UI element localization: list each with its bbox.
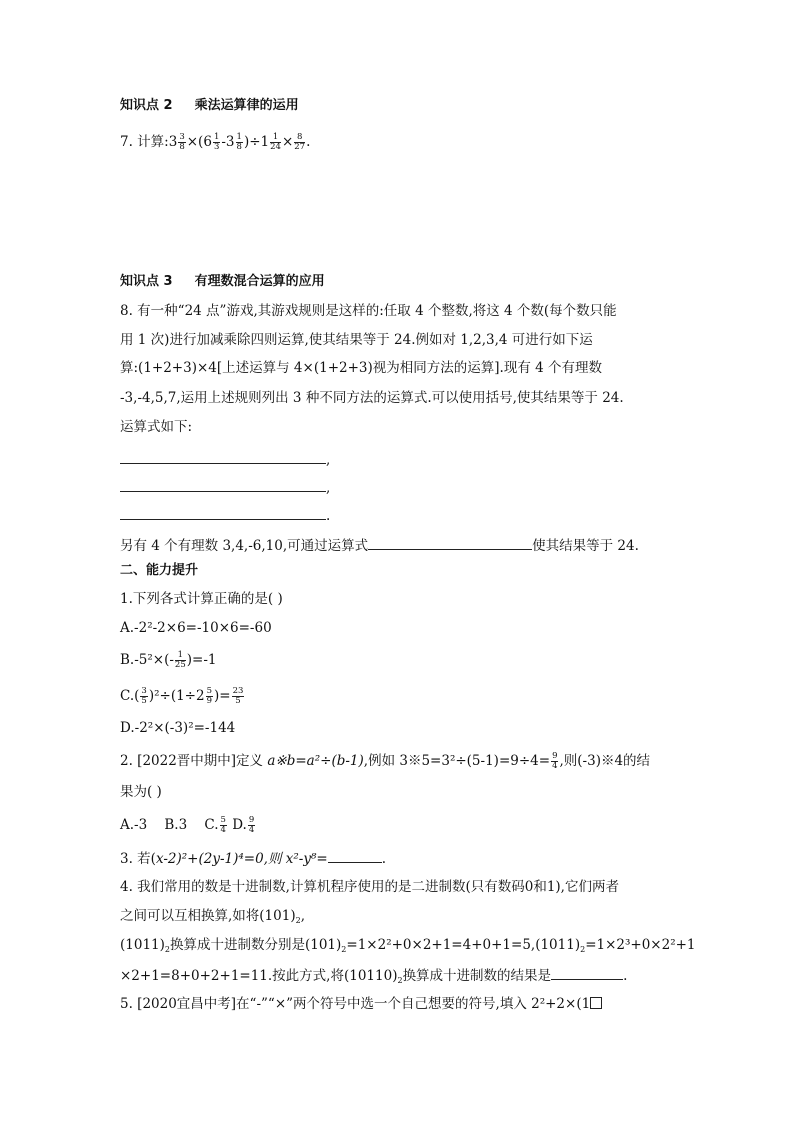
q8-answer-row-3 [120, 505, 330, 525]
p4-l4-end: . [623, 968, 628, 984]
section-3-subtitle: 有理数混合运算的应用 [194, 274, 325, 289]
q8-answer-blank-1[interactable] [120, 449, 326, 464]
q8-line-5: 运算式如下: [120, 419, 193, 435]
section-3-heading [120, 273, 325, 291]
p2-pre: 2. [2022晋中期中]定义 [120, 753, 268, 769]
p2-option-c: C. [204, 817, 219, 833]
p1-c-f2-den: 9 [206, 696, 212, 706]
q7-whole-3: 3 [225, 134, 235, 150]
p1-b-pre: B.-5²×(- [120, 652, 174, 668]
p2-option-a: A.-3 [120, 817, 148, 833]
p2-frac-den: 4 [552, 761, 558, 771]
question-7 [120, 133, 310, 152]
p3-end: . [381, 851, 387, 867]
q7-f4-num: 1 [270, 133, 281, 143]
section-2-heading [120, 97, 299, 115]
q8-blank-end-1: , [326, 452, 331, 468]
p4-l3-c: =1×2²+0×2+1=4+0+1=5,(1011) [346, 937, 581, 953]
p1-c-frac-3 [232, 687, 245, 706]
p4-l3-sub2: 2 [341, 945, 347, 954]
p1-c-f2-num: 5 [206, 686, 212, 696]
q7-op-div: )÷ [243, 134, 261, 150]
section-3-title: 知识点 3 [120, 274, 173, 289]
q8-line-4: -3,-4,5,7,运用上述规则列出 3 种不同方法的运算式.可以使用括号,使其结果等于 24. [120, 390, 624, 406]
q8-line-2: 用 1 次)进行加减乘除四则运算,使其结果等于 24.例如对 1,2,3,4 可进行如下运 [120, 332, 593, 348]
p2-frac-num: 9 [552, 751, 558, 761]
p2-expr: a※b=a²÷(b-1) [267, 753, 364, 769]
q7-f2-den: 3 [213, 142, 220, 152]
q7-end: . [306, 134, 311, 150]
q8-answer-blank-3[interactable] [120, 505, 326, 520]
p1-c-f3-num: 23 [232, 686, 244, 696]
p5-fill-box[interactable] [590, 997, 602, 1009]
p1-stem: 1.下列各式计算正确的是( ) [120, 591, 283, 607]
p1-option-d: D.-2²×(-3)²=-144 [120, 720, 236, 736]
part-2-heading: 二、能力提升 [120, 563, 199, 578]
q7-f5-num: 8 [294, 133, 305, 143]
p3-line [120, 848, 386, 868]
p3-condition: x-2)²+(2y-1)⁴=0,则 [155, 851, 286, 867]
q7-f3-den: 8 [236, 142, 242, 152]
q8-line-1: 8. 有一种“24 点”游戏,其游戏规则是这样的:任取 4 个整数,将这 4 个数(每个数只能 [120, 303, 617, 319]
p1-c-f1-num: 3 [141, 686, 147, 696]
section-2-subtitle: 乘法运算律的运用 [194, 98, 299, 113]
q8-answer-row-2 [120, 477, 330, 497]
p5-line-1 [120, 995, 602, 1013]
p4-l4-b: 换算成十进制数的结果是 [402, 968, 552, 984]
p2-post: ,例如 3※5=3²÷(5-1)=9÷4= [363, 753, 551, 769]
p3-expr: x²-y⁸ [285, 851, 317, 867]
q7-whole-4: 1 [260, 134, 270, 150]
q7-frac-5 [294, 133, 305, 152]
section-2-title: 知识点 2 [120, 98, 173, 113]
q7-op-1: ×( [186, 134, 204, 150]
p2-options [120, 816, 256, 835]
q7-whole-1: 3 [168, 134, 178, 150]
p4-answer-blank[interactable] [551, 965, 623, 980]
p4-line-2-pre: 之间可以互相换算,如将(101) [120, 908, 296, 924]
p1-option-c [120, 687, 245, 706]
p4-line-4 [120, 965, 627, 990]
p4-line-2-sub: 2 [295, 916, 301, 925]
q8-blank-end-2: , [326, 480, 331, 496]
p2-d-den: 4 [248, 825, 255, 835]
p1-c-f3-den: 5 [235, 696, 241, 706]
p2-c-num: 5 [220, 815, 226, 825]
q7-f4-den: 24 [270, 142, 281, 152]
p2-option-b: B.3 [164, 817, 188, 833]
q7-prefix: 7. 计算: [120, 134, 169, 150]
q7-frac-2 [213, 133, 220, 152]
p1-b-den: 25 [174, 660, 186, 670]
p2-d-num: 9 [248, 815, 255, 825]
q8-extra-line [120, 535, 639, 555]
p4-l4-sub: 2 [397, 976, 403, 985]
q8-answer-row-1 [120, 449, 330, 469]
q8-extra-post: 使其结果等于 24. [532, 538, 639, 554]
p1-c-mid: )²÷(1÷2 [148, 688, 205, 704]
p2-line-1 [120, 752, 650, 771]
q8-extra-pre: 另有 4 个有理数 3,4,-6,10,可通过运算式 [120, 538, 369, 554]
p4-l3-sub3: 2 [580, 945, 586, 954]
p1-option-b [120, 651, 216, 670]
p2-option-c-frac [220, 816, 227, 835]
q8-answer-blank-2[interactable] [120, 477, 326, 492]
p1-b-num: 1 [175, 651, 186, 661]
p1-b-frac [175, 651, 186, 670]
p1-b-post: )=-1 [186, 652, 217, 668]
q7-whole-2: 6 [203, 134, 212, 150]
p4-l3-a: (1011) [120, 937, 165, 953]
p1-option-a: A.-2²-2×6=-10×6=-60 [120, 620, 272, 636]
q7-frac-1 [178, 133, 185, 152]
p3-pre: 3. 若( [120, 851, 156, 867]
p5-text: 5. [2020宜昌中考]在“-”“×”两个符号中选一个自己想要的符号,填入 2²+2×(1 [120, 996, 591, 1012]
p4-line-3 [120, 936, 696, 959]
q7-f3-num: 1 [236, 132, 242, 142]
q8-line-3: 算:(1+2+3)×4[上述运算与 4×(1+2+3)视为相同方法的运算].现有 4 个有理数 [120, 360, 602, 376]
p4-line-1: 4. 我们常用的数是十进制数,计算机程序使用的是二进制数(只有数码0和1),它们两者 [120, 879, 619, 895]
q7-f2-num: 1 [213, 132, 220, 142]
p2-frac [551, 752, 558, 771]
q7-frac-3 [236, 133, 243, 152]
p1-c-eq: )= [214, 688, 231, 704]
p2-line-2: 果为( ) [120, 784, 162, 800]
p3-answer-blank[interactable] [328, 848, 382, 863]
p4-line-2-post: , [300, 908, 305, 924]
p4-l3-d: =1×2³+0×2²+1 [585, 937, 696, 953]
p4-l4-a: ×2+1=8+0+2+1=11.按此方式,将(10110) [120, 968, 398, 984]
p1-c-frac-1 [140, 687, 147, 706]
p2-option-d: D. [232, 817, 247, 833]
q7-f1-num: 3 [179, 132, 185, 142]
q7-f5-den: 27 [294, 142, 306, 152]
p1-c-pre: C.( [120, 688, 140, 704]
p2-tail: ,则(-3)※4的结 [559, 753, 651, 769]
q8-extra-blank[interactable] [368, 535, 532, 550]
p3-eq: = [316, 851, 328, 867]
q7-op-mul: × [281, 134, 294, 150]
q7-minus: - [221, 134, 226, 150]
p4-l3-b: 换算成十进制数分别是(101) [169, 937, 342, 953]
p1-c-frac-2 [206, 687, 213, 706]
q7-f1-den: 8 [179, 142, 185, 152]
p4-line-2 [120, 907, 305, 930]
q8-blank-end-3: . [326, 508, 331, 524]
p2-option-d-frac [248, 816, 255, 835]
q7-frac-4 [270, 133, 281, 152]
p1-c-f1-den: 5 [141, 696, 147, 706]
p4-l3-sub1: 2 [164, 945, 170, 954]
p2-c-den: 4 [220, 825, 226, 835]
